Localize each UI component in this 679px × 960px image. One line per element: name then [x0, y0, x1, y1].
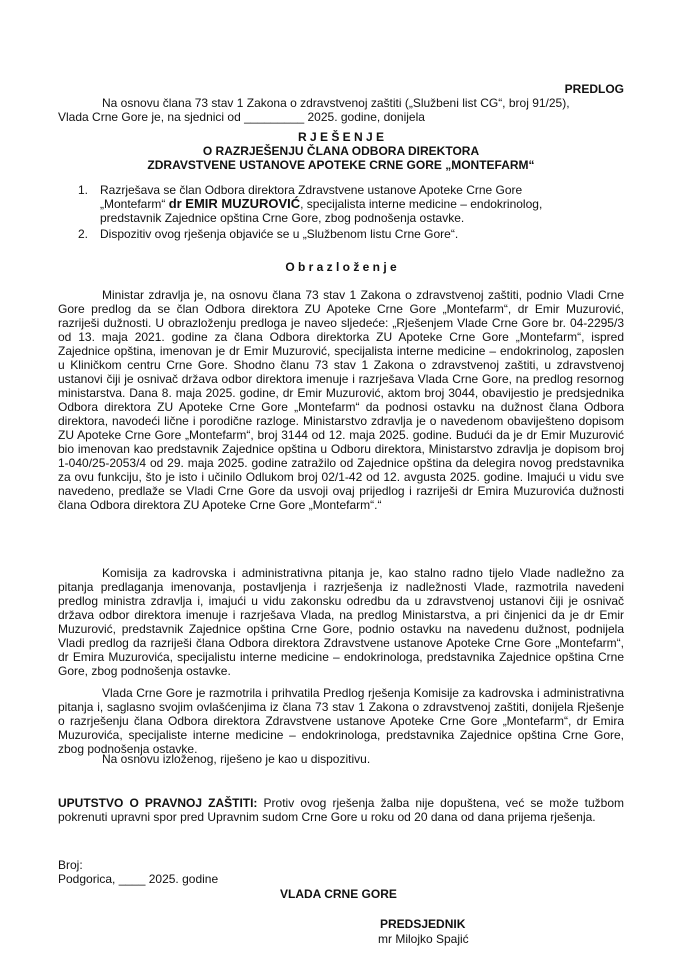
reasoning-paragraph-1: Ministar zdravlja je, na osnovu člana 73 stav 1 Zakona o zdravstvenoj zaštiti, podnio Vladi Crne Gore predlog da se član Odbora direktora ZU Apoteke Crne Gore „Montefarm“, dr Emir Muzurović, razriješi dužnosti. U obrazloženju predloga je naveo sljedeće: „Rješenjem Vlade Crne Gore br. 04-2295/3 od 13. maja 2021. godine za člana Odbora direktorka ZU Apoteke Crne Gore „Montefarm“, ispred Zajednice opština, imenovan je dr Emir Muzurović, specijalista interne medicine – endokrinolog, zaposlen u Kliničkom centru Crne Gore. Shodno članu 73 stav 1 Zakona o zdravstvenoj zaštiti, u zdravstvenoj ustanovi čiji je osnivač država odbor direktora imenuje i razrješava Vlada Crne Gore, na predlog resornog ministarstva. Dana 8. maja 2025. godine, dr Emir Muzurović, aktom broj 3044, obavijestio je predsjednika Odbora direktora ZU Apoteke Crne Gore „Montefarm“ da podnosi ostavku na dužnost člana Odbora direktora, navodeći lične i porodične razloge. Ministarstvo zdravlja je o navedenom obaviješteno dopisom ZU Apoteke Crne Gore „Montefarm“, broj 3144 od 12. maja 2025. godine. Budući da je dr Emir Muzurović bio imenovan kao predstavnik Zajednice opština u Odboru direktora, Ministarstvo zdravlja je dopisom broj 1-040/25-2053/4 od 29. maja 2025. godine zatražilo od Zajednice opština da delegira novog predstavnika za ovu funkciju, što je isto i učinilo Odlukom broj 02/1-42 od 12. avgusta 2025. godine. Imajući u vidu sve navedeno, predlaže se Vladi Crne Gore da usvoji ovaj prijedlog i razriješi dr Emira Muzurovića dužnosti člana Odbora direktora ZU Apoteke Crne Gore „Montefarm“.“	[58, 288, 624, 512]
reasoning-paragraph-4: Na osnovu izloženog, riješeno je kao u dispozitivu.	[102, 752, 371, 766]
reasoning-paragraph-3: Vlada Crne Gore je razmotrila i prihvatila Predlog rješenja Komisije za kadrovska i administrativna pitanja i, saglasno svojim ovlašćenjima iz člana 73 stav 1 Zakona o zdravstvenoj zaštiti, donijela Rješenje o razrješenju člana Odbora direktora Zdravstvene ustanove Apoteke Crne Gore „Montefarm“, dr Emira Muzurovića, specijaliste interne medicine – endokrinologa, predstavnika Zajednice opština Crne Gore, zbog podnošenja ostavke.	[58, 686, 624, 756]
document-status-label: PREDLOG	[564, 82, 624, 96]
place-and-date: Podgorica, ____ 2025. godine	[58, 872, 219, 886]
item-1-number: 1.	[78, 183, 89, 197]
legal-remedy-label: UPUTSTVO O PRAVNOJ ZAŠTITI:	[58, 796, 258, 810]
item-1-line-1: Razrješava se član Odbora direktora Zdravstvene ustanove Apoteke Crne Gore	[100, 183, 523, 197]
president-title: PREDSJEDNIK	[380, 917, 466, 931]
item-1-line-2-end: , specijalista interne medicine – endokrinolog,	[300, 197, 543, 211]
document-number: Broj:	[58, 858, 83, 872]
legal-remedy-paragraph	[58, 796, 624, 824]
decision-title: R J E Š E N J E	[297, 130, 385, 144]
item-1-line-2	[100, 197, 624, 211]
decision-subtitle-line-2: ZDRAVSTVENE USTANOVE APOTEKE CRNE GORE „MONTEFARM“	[147, 158, 535, 172]
item-1-line-3: predstavnik Zajednice opština Crne Gore, zbog podnošenja ostavke.	[100, 211, 465, 225]
item-2-number: 2.	[78, 227, 89, 241]
legal-remedy-text: Protiv ovog rješenja žalba nije dopuštena, već se može tužbom pokrenuti upravni spor pred Upravnim sudom Crne Gore u roku od 20 dana od dana prijema rješenja.	[58, 796, 624, 824]
legal-basis-line-1: Na osnovu člana 73 stav 1 Zakona o zdravstvenoj zaštiti („Službeni list CG“, broj 91/25),	[102, 96, 570, 110]
dismissed-member-name: dr EMIR MUZUROVIĆ	[168, 196, 301, 211]
president-name: mr Milojko Spajić	[378, 932, 469, 946]
decision-subtitle-line-1: O RAZRJEŠENJU ČLANA ODBORA DIREKTORA	[202, 144, 480, 158]
item-1-line-2-start: „Montefarm“	[100, 197, 169, 211]
issuing-authority: VLADA CRNE GORE	[280, 887, 397, 901]
item-2-text: Dispozitiv ovog rješenja objaviće se u „Službenom listu Crne Gore“.	[100, 227, 459, 241]
reasoning-paragraph-2: Komisija za kadrovska i administrativna pitanja je, kao stalno radno tijelo Vlade nadležno za pitanja predlaganja imenovanja, postavljenja i razrješenja iz nadležnosti Vlade, razmotrila navedeni predlog ministra zdravlja i, imajući u vidu zakonsku odredbu da u zdravstvenoj ustanovi čiji je osnivač država odbor direktora imenuje i razrješava Vlada, na predlog Ministarstva, a pri činjenici da je dr Emir Muzurović, predstavnik Zajednice opština Crne Gore, podnio ostavku na navedenu dužnost, podnijela Vladi predlog da razriješi člana Odbora direktora Zdravstvene ustanove Apoteke Crne Gore „Montefarm“, dr Emira Muzurovića, specijalistu interne medicine – endokrinologa, predstavnika Zajednice opština Crne Gore, zbog podnošenja ostavke.	[58, 566, 624, 678]
legal-basis-line-2: Vlada Crne Gore je, na sjednici od _________ 2025. godine, donijela	[58, 110, 425, 124]
reasoning-heading: O b r a z l o ž e n j e	[285, 260, 397, 274]
